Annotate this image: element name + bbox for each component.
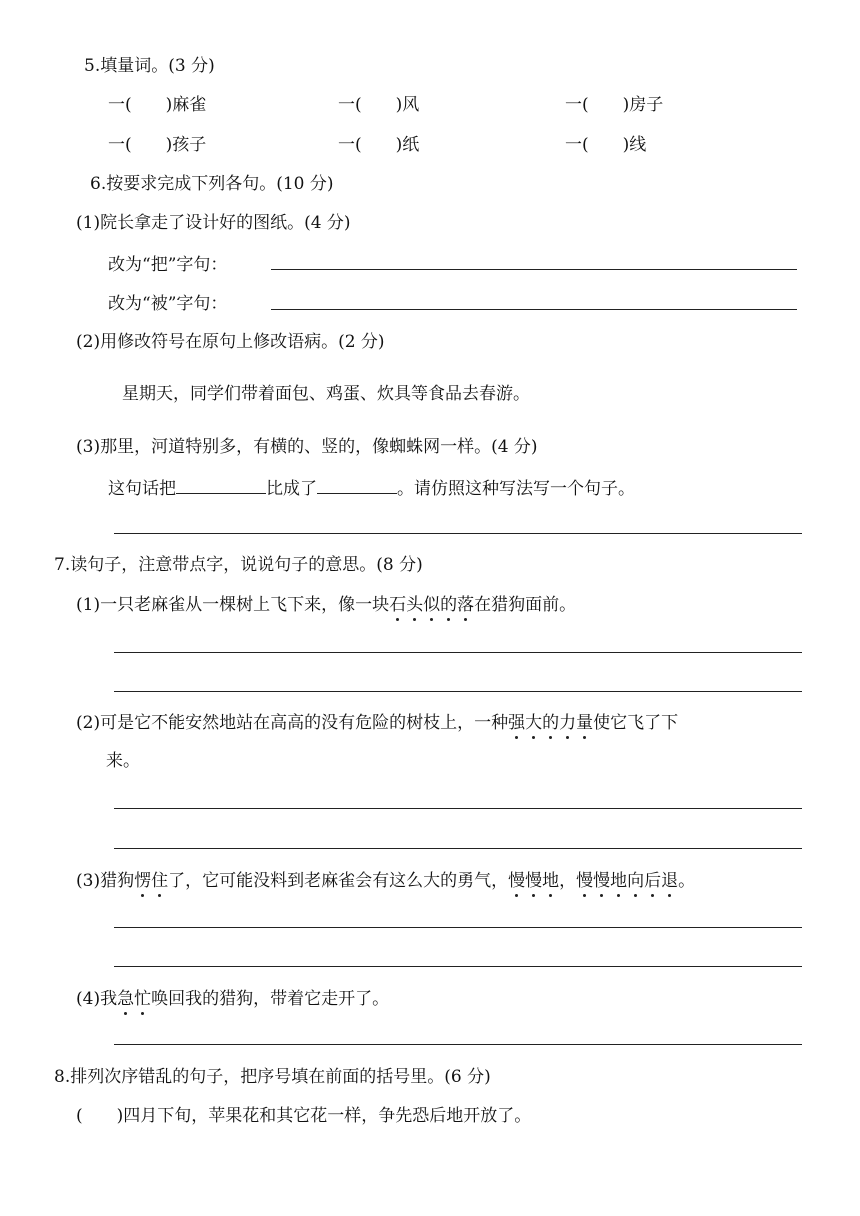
emphasis-char: 慢 bbox=[576, 871, 594, 891]
q6-sub3: (3)那里，河道特别多，有横的、竖的，像蜘蛛网一样。(4 分) bbox=[76, 437, 538, 457]
q7-sub2-text: (2)可是它不能安然地站在高高的没有危险的树枝上，一种 bbox=[76, 713, 509, 733]
q5-item-2: 一( )风 bbox=[338, 95, 420, 115]
q6-blank-2[interactable] bbox=[317, 477, 397, 494]
q7-sub2-dotted bbox=[508, 713, 593, 733]
q7-sub3-end: 。 bbox=[678, 871, 696, 891]
q7-sub1 bbox=[76, 594, 576, 616]
q7-sub1-line-2[interactable] bbox=[114, 691, 802, 692]
emphasis-char: 量 bbox=[576, 713, 594, 733]
emphasis-char: 的 bbox=[542, 713, 560, 733]
q7-sub3-line-2[interactable] bbox=[114, 966, 802, 967]
q7-sub3-text: (3)猎狗 bbox=[76, 871, 135, 891]
q7-sub3-comma: ， bbox=[559, 871, 577, 891]
q7-sub4-text-end: 唤回我的猎狗，带着它走开了。 bbox=[151, 989, 390, 1009]
emphasis-char: 地 bbox=[610, 871, 628, 891]
q7-sub4-line[interactable] bbox=[114, 1044, 802, 1045]
q7-sub2 bbox=[76, 712, 678, 734]
q7-sub2-continued: 来。 bbox=[106, 751, 140, 771]
q5-item-5: 一( )纸 bbox=[338, 135, 420, 155]
q5-item-6: 一( )线 bbox=[565, 135, 647, 155]
q5-item-1: 一( )麻雀 bbox=[108, 95, 207, 115]
emphasis-char: 力 bbox=[559, 713, 577, 733]
q6-sub1-bei-label: 改为“被”字句： bbox=[108, 294, 228, 314]
q8-title: 8.排列次序错乱的句子，把序号填在前面的括号里。(6 分) bbox=[54, 1067, 491, 1087]
emphasis-char: 愣 bbox=[134, 871, 152, 891]
q6-sub2: (2)用修改符号在原句上修改语病。(2 分) bbox=[76, 332, 385, 352]
q6-sub3-task bbox=[108, 477, 635, 500]
q6-sub2-sentence: 星期天，同学们带着面包、鸡蛋、炊具等食品去春游。 bbox=[122, 384, 530, 404]
q7-sub4-dotted bbox=[117, 989, 151, 1009]
q6-sub1: (1)院长拿走了设计好的图纸。(4 分) bbox=[76, 213, 351, 233]
emphasis-char: 头 bbox=[406, 595, 424, 615]
q7-sub2-text-end: 使它飞了下 bbox=[593, 713, 679, 733]
emphasis-char: 的 bbox=[440, 595, 458, 615]
q7-sub1-line-1[interactable] bbox=[114, 652, 802, 653]
emphasis-char: 大 bbox=[525, 713, 543, 733]
emphasis-char: 似 bbox=[423, 595, 441, 615]
q6-ba-answer-line[interactable] bbox=[271, 269, 797, 270]
emphasis-char: 住 bbox=[151, 871, 169, 891]
q6-blank-1[interactable] bbox=[176, 477, 266, 494]
q7-sub3-dotted-2 bbox=[508, 871, 559, 891]
q7-sub3 bbox=[76, 870, 695, 892]
emphasis-char: 落 bbox=[457, 595, 475, 615]
emphasis-char: 慢 bbox=[525, 871, 543, 891]
q7-sub3-dotted-3 bbox=[576, 871, 678, 891]
q6-sub3-part3: 。请仿照这种写法写一个句子。 bbox=[397, 479, 635, 499]
q7-sub1-text: (1)一只老麻雀从一棵树上飞下来，像一块 bbox=[76, 595, 390, 615]
emphasis-char: 退 bbox=[661, 871, 679, 891]
q7-sub2-line-1[interactable] bbox=[114, 808, 802, 809]
emphasis-char: 强 bbox=[508, 713, 526, 733]
q6-bei-answer-line[interactable] bbox=[271, 309, 797, 310]
q6-sub3-answer-line[interactable] bbox=[114, 533, 802, 534]
q7-sub3-dotted-1 bbox=[134, 871, 168, 891]
q7-sub4 bbox=[76, 988, 389, 1010]
q8-sentence-1: ( )四月下旬，苹果花和其它花一样，争先恐后地开放了。 bbox=[76, 1106, 532, 1126]
q6-title: 6.按要求完成下列各句。(10 分) bbox=[90, 174, 334, 194]
q7-sub1-text-end: 在猎狗面前。 bbox=[474, 595, 577, 615]
q5-item-3: 一( )房子 bbox=[565, 95, 664, 115]
q6-sub1-ba-label: 改为“把”字句： bbox=[108, 255, 228, 275]
q6-sub3-part1: 这句话把 bbox=[108, 479, 176, 499]
emphasis-char: 忙 bbox=[134, 989, 152, 1009]
q7-sub3-line-1[interactable] bbox=[114, 927, 802, 928]
q5-item-4: 一( )孩子 bbox=[108, 135, 207, 155]
q7-sub1-dotted bbox=[389, 595, 474, 615]
q7-sub2-line-2[interactable] bbox=[114, 848, 802, 849]
emphasis-char: 地 bbox=[542, 871, 560, 891]
emphasis-char: 向 bbox=[627, 871, 645, 891]
emphasis-char: 慢 bbox=[508, 871, 526, 891]
emphasis-char: 慢 bbox=[593, 871, 611, 891]
emphasis-char: 急 bbox=[117, 989, 135, 1009]
q7-title: 7.读句子，注意带点字，说说句子的意思。(8 分) bbox=[54, 555, 423, 575]
q5-title: 5.填量词。(3 分) bbox=[84, 56, 215, 76]
q6-sub3-part2: 比成了 bbox=[266, 479, 317, 499]
emphasis-char: 石 bbox=[389, 595, 407, 615]
q7-sub3-text-mid: 了，它可能没料到老麻雀会有这么大的勇气， bbox=[168, 871, 509, 891]
emphasis-char: 后 bbox=[644, 871, 662, 891]
q7-sub4-text: (4)我 bbox=[76, 989, 118, 1009]
